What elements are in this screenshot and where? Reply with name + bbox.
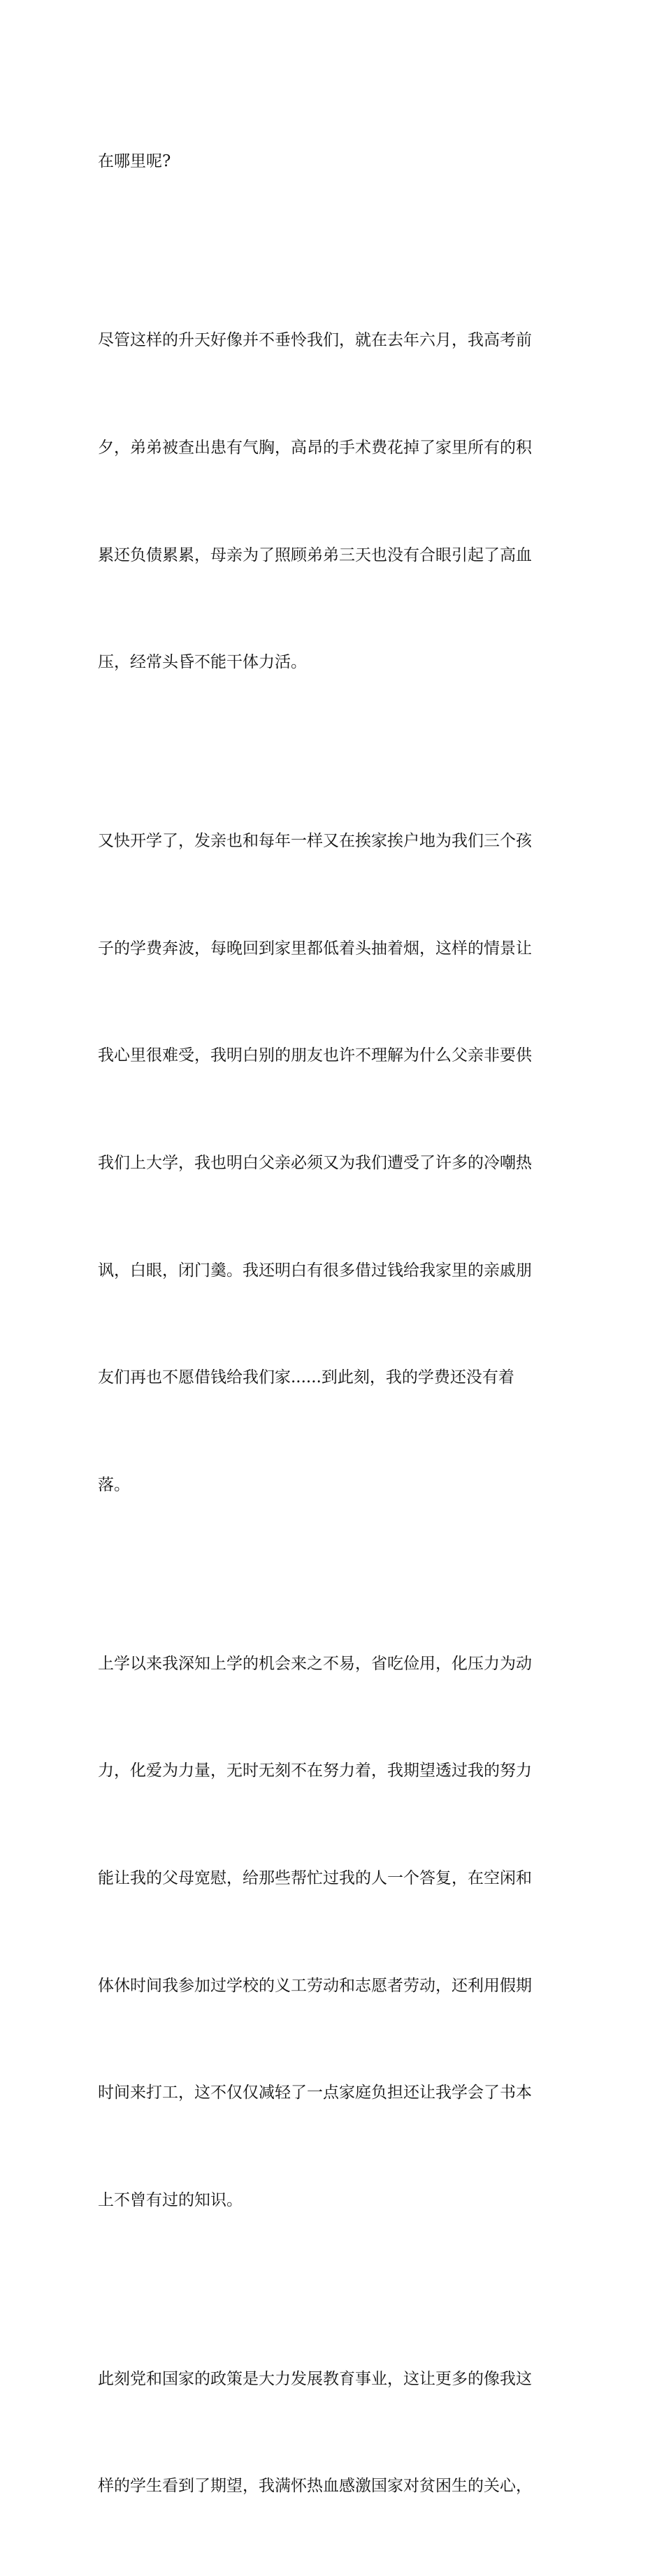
text-line: 落。: [98, 1475, 130, 1494]
text-line: 我心里很难受，我明白别的朋友也许不理解为什么父亲非要供: [98, 1046, 532, 1065]
text-line: 友们再也不愿借钱给我们家......到此刻，我的学费还没有着: [98, 1368, 514, 1387]
text-line: 压，经常头昏不能干体力活。: [98, 653, 307, 672]
paragraph-1: [98, 73, 573, 251]
paragraph-2: [98, 251, 573, 752]
paragraph-5: [98, 2290, 573, 2576]
text-line: 时间来打工，这不仅仅减轻了一点家庭负担还让我学会了书本: [98, 2084, 532, 2102]
text-line: 尽管这样的升天好像并不垂怜我们，就在去年六月，我高考前: [98, 331, 532, 350]
text-line: 我们上大学，我也明白父亲必须又为我们遭受了许多的冷嘲热: [98, 1153, 532, 1172]
text-line: 上不曾有过的知识。: [98, 2190, 243, 2209]
text-line: 又快开学了，发亲也和每年一样又在挨家挨户地为我们三个孩: [98, 832, 532, 851]
text-line: 样的学生看到了期望，我满怀热血感激国家对贫困生的关心，: [98, 2477, 532, 2496]
text-line: 力，化爱为力量，无时无刻不在努力着，我期望透过我的努力: [98, 1762, 532, 1780]
text-line: 此刻党和国家的政策是大力发展教育事业，这让更多的像我这: [98, 2369, 532, 2388]
text-line: 子的学费奔波，每晚回到家里都低着头抽着烟，这样的情景让: [98, 939, 532, 958]
paragraph-4: [98, 1574, 573, 2290]
text-line: 上学以来我深知上学的机会来之不易，省吃俭用，化压力为动: [98, 1654, 532, 1673]
text-line: 夕，弟弟被查出患有气胸，高昂的手术费花掉了家里所有的积: [98, 439, 532, 457]
text-line: 讽，白眼，闭门羹。我还明白有很多借过钱给我家里的亲戚朋: [98, 1261, 532, 1280]
text-line: 累还负债累累，母亲为了照顾弟弟三天也没有合眼引起了高血: [98, 546, 532, 564]
body-text: [98, 73, 573, 2576]
paragraph-3: [98, 752, 573, 1575]
text-line: 在哪里呢?: [98, 152, 171, 171]
text-line: 体休时间我参加过学校的义工劳动和志愿者劳动，还利用假期: [98, 1976, 532, 1995]
text-line: 能让我的父母宽慰，给那些帮忙过我的人一个答复，在空闲和: [98, 1868, 532, 1887]
